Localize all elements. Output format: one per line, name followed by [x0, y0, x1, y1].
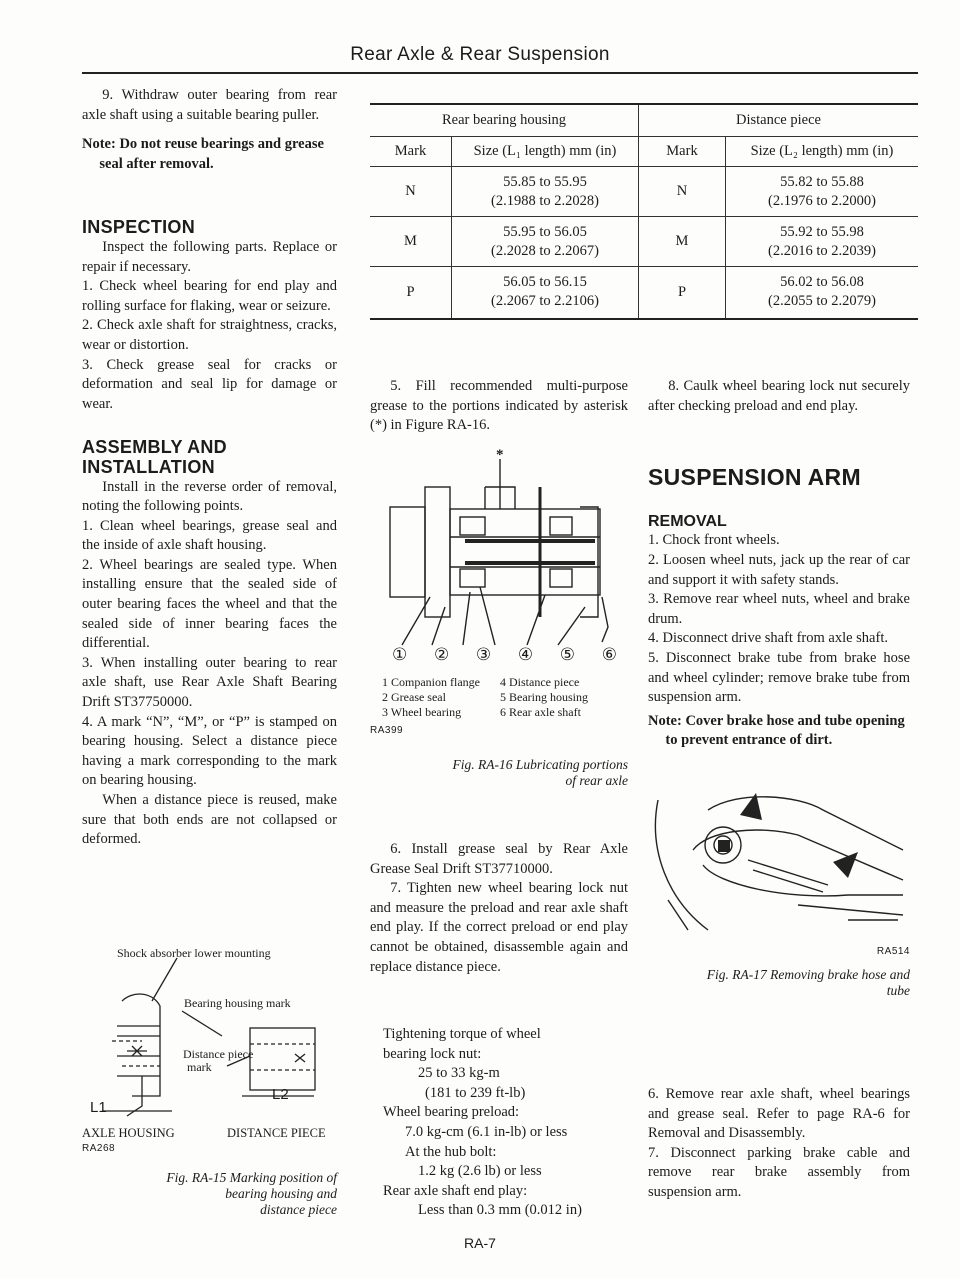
- callout-1: ①: [392, 645, 408, 664]
- table-cell-size: [726, 267, 919, 319]
- torque-line-4: (181 to 239 ft-lb): [425, 1084, 526, 1101]
- figure-ra17: [648, 790, 910, 998]
- column-right-bottom: [648, 1085, 910, 1203]
- table-row: [370, 267, 918, 319]
- label-l2: L2: [272, 1086, 289, 1103]
- torque-line-9: Rear axle shaft end play:: [383, 1182, 528, 1199]
- callout-3: ③: [475, 645, 492, 664]
- label-bearing-mark: Bearing housing mark: [184, 996, 291, 1010]
- page-number: RA-7: [464, 1235, 496, 1251]
- removal-item-7: 7. Disconnect parking brake cable and remove rear brake assembly from suspension arm.: [648, 1144, 910, 1200]
- step-7: 7. Tighten new wheel bearing lock nut and measure the preload and rear axle shaft end play. If the correct preload or end play cannot be obtained, disassemble again and replace distance piece.: [370, 880, 628, 975]
- table-cell-mark: N: [639, 167, 726, 217]
- brake-hose-diagram: [648, 790, 910, 940]
- legend-item-2: 2 Grease seal: [382, 690, 446, 704]
- column-right: [648, 377, 910, 751]
- bearing-spec-table: [370, 103, 918, 320]
- table-group-distance-piece: Distance piece: [639, 104, 919, 137]
- torque-line-7: At the hub bolt:: [405, 1143, 497, 1160]
- assembly-heading-line1: ASSEMBLY AND: [82, 437, 227, 458]
- torque-spec-block: [383, 1025, 582, 1221]
- legend-item-6: 6 Rear axle shaft: [500, 705, 581, 719]
- torque-line-10: Less than 0.3 mm (0.012 in): [418, 1202, 582, 1219]
- table-cell-mark: M: [639, 217, 726, 267]
- legend-item-5: 5 Bearing housing: [500, 690, 588, 704]
- figure-code-ra514: RA514: [876, 946, 910, 957]
- figure-ra16: [370, 447, 628, 792]
- label-l1: L1: [90, 1099, 107, 1116]
- inspection-item-3: 3. Check grease seal for cracks or deformation and seal lip for damage or wear.: [82, 356, 337, 412]
- assembly-item-2: 2. Wheel bearings are sealed type. When installing ensure that the sealed side of outer bearing faces the wheel and that the sealed side of inner bearing faces the differential.: [82, 556, 337, 652]
- callout-5: ⑤: [559, 645, 575, 664]
- size-in: (2.2067 to 2.2106): [491, 293, 599, 310]
- asterisk-marker: *: [496, 447, 504, 463]
- table-cell-mark: P: [639, 267, 726, 319]
- assembly-item-3: 3. When installing outer bearing to rear axle shaft, use Rear Axle Shaft Bearing Drift ST37750000.: [82, 654, 337, 711]
- table-cell-mark: N: [370, 167, 452, 217]
- label-shock-absorber: Shock absorber lower mounting: [117, 946, 271, 960]
- legend-item-1: 1 Companion flange: [382, 675, 480, 689]
- step-5: 5. Fill recommended multi-purpose grease to the portions indicated by asterisk (*) in Figure RA-16.: [370, 378, 628, 434]
- caption-ra17: [648, 967, 910, 999]
- size-in: (2.1976 to 2.2000): [768, 192, 876, 209]
- table-cell-mark: M: [370, 217, 452, 267]
- size-mm: 56.02 to 56.08: [780, 274, 864, 291]
- note-cover-brake: Note: Cover brake hose and tube opening to prevent entrance of dirt.: [648, 712, 905, 749]
- table-cell-size: [452, 167, 639, 217]
- figure-ra15: [82, 946, 337, 1216]
- assembly-item-1: 1. Clean wheel bearings, grease seal and the inside of axle shaft housing.: [82, 517, 337, 554]
- size-mm: 55.92 to 55.98: [780, 223, 864, 240]
- size-mm: 56.05 to 56.15: [503, 274, 587, 291]
- torque-line-1: Tightening torque of wheel: [383, 1026, 541, 1042]
- size-mm: 55.85 to 55.95: [503, 173, 587, 190]
- note-reuse: Note: Do not reuse bearings and grease seal after removal.: [82, 136, 324, 172]
- table-row: [370, 217, 918, 267]
- removal-item-5: 5. Disconnect brake tube from brake hose and wheel cylinder; remove brake tube from suspension arm.: [648, 649, 910, 706]
- table-header-size-right: Size (L₂ length) mm (in): [726, 137, 919, 167]
- header-rule: [82, 72, 918, 74]
- page-header-title: Rear Axle & Rear Suspension: [350, 44, 610, 65]
- caption-ra15-line2: bearing housing and: [225, 1186, 337, 1201]
- assembly-intro: Install in the reverse order of removal, noting the following points.: [82, 478, 337, 515]
- torque-line-2: bearing lock nut:: [383, 1045, 482, 1062]
- caption-ra17-line1: Fig. RA-17 Removing brake hose and: [706, 967, 910, 982]
- table-row: [370, 167, 918, 217]
- torque-line-5: Wheel bearing preload:: [383, 1104, 520, 1121]
- removal-heading: REMOVAL: [648, 512, 727, 530]
- removal-item-6: 6. Remove rear axle shaft, wheel bearings and grease seal. Refer to page RA-6 for Removal and Disassembly.: [648, 1086, 910, 1142]
- table-header-size-left: Size (L₁ length) mm (in): [452, 137, 639, 167]
- label-distance-mark-line2: mark: [187, 1060, 212, 1074]
- callout-numbers: [392, 645, 617, 665]
- column-middle-top: [370, 377, 628, 436]
- caption-ra15-line3: distance piece: [260, 1202, 337, 1217]
- size-in: (2.2016 to 2.2039): [768, 242, 876, 259]
- removal-item-1: 1. Chock front wheels.: [648, 532, 780, 549]
- removal-item-3: 3. Remove rear wheel nuts, wheel and brake drum.: [648, 591, 910, 627]
- caption-ra15-line1: Fig. RA-15 Marking position of: [166, 1170, 337, 1185]
- bearing-housing-diagram: [82, 946, 337, 1136]
- caption-ra16-line1: Fig. RA-16 Lubricating portions: [452, 757, 628, 772]
- inspection-item-1: 1. Check wheel bearing for end play and rolling surface for flaking, wear or seizure.: [82, 278, 337, 314]
- table-cell-size: [452, 267, 639, 319]
- callout-2: ②: [433, 645, 450, 664]
- torque-line-8: 1.2 kg (2.6 lb) or less: [418, 1163, 542, 1180]
- inspection-heading: INSPECTION: [82, 217, 196, 238]
- rear-axle-section-diagram: [370, 447, 628, 677]
- label-distance-piece: DISTANCE PIECE: [227, 1126, 326, 1140]
- caption-ra16-line2: of rear axle: [565, 773, 628, 788]
- assembly-item-4: 4. A mark “N”, “M”, or “P” is stamped on bearing housing. Select a distance piece having a mark corresponding to the mark on bearing housing.: [82, 713, 337, 789]
- size-mm: 55.95 to 56.05: [503, 223, 587, 240]
- caption-ra15: [82, 1170, 337, 1218]
- table-cell-size: [452, 217, 639, 267]
- table-header-mark-left: Mark: [370, 137, 452, 167]
- table-header-mark-right: Mark: [639, 137, 726, 167]
- size-in: (2.1988 to 2.2028): [491, 192, 599, 209]
- table-group-rear-bearing-housing: Rear bearing housing: [370, 104, 639, 137]
- label-distance-mark-line1: Distance piece: [183, 1047, 254, 1061]
- step-6: 6. Install grease seal by Rear Axle Grease Seal Drift ST37710000.: [370, 841, 628, 877]
- size-in: (2.2028 to 2.2067): [491, 242, 599, 259]
- table-cell-mark: P: [370, 267, 452, 319]
- removal-item-4: 4. Disconnect drive shaft from axle shaft.: [648, 630, 888, 647]
- size-mm: 55.82 to 55.88: [780, 173, 864, 190]
- torque-line-3: 25 to 33 kg-m: [418, 1065, 500, 1082]
- legend-right: [500, 675, 588, 720]
- step-8: 8. Caulk wheel bearing lock nut securely after checking preload and end play.: [648, 378, 910, 414]
- table-cell-size: [726, 217, 919, 267]
- legend-left: [382, 675, 480, 720]
- legend-item-3: 3 Wheel bearing: [382, 705, 462, 719]
- figure-code-ra399: RA399: [370, 725, 404, 736]
- step-9: 9. Withdraw outer bearing from rear axle shaft using a suitable bearing puller.: [82, 87, 337, 123]
- label-axle-housing: AXLE HOUSING: [82, 1126, 175, 1140]
- assembly-item-4-reuse: When a distance piece is reused, make sure that both ends are not collapsed or deformed.: [82, 792, 337, 848]
- inspection-item-2: 2. Check axle shaft for straightness, cracks, wear or distortion.: [82, 317, 337, 353]
- caption-ra16: [370, 757, 628, 789]
- torque-line-6: 7.0 kg-cm (6.1 in-lb) or less: [405, 1123, 568, 1140]
- suspension-arm-heading: SUSPENSION ARM: [648, 464, 861, 491]
- legend-item-4: 4 Distance piece: [500, 675, 580, 689]
- removal-item-2: 2. Loosen wheel nuts, jack up the rear of car and support it with safety stands.: [648, 551, 910, 588]
- inspection-intro: Inspect the following parts. Replace or repair if necessary.: [82, 238, 337, 275]
- column-left: [82, 86, 337, 850]
- label-distance-mark: [183, 1048, 253, 1074]
- caption-ra17-line2: tube: [886, 983, 910, 998]
- size-in: (2.2055 to 2.2079): [768, 293, 876, 310]
- callout-6: ⑥: [601, 645, 617, 664]
- column-middle-bottom: [370, 840, 628, 977]
- assembly-heading-line2: INSTALLATION: [82, 456, 215, 477]
- table-cell-size: [726, 167, 919, 217]
- callout-4: ④: [517, 645, 534, 664]
- figure-code-ra268: RA268: [82, 1143, 116, 1154]
